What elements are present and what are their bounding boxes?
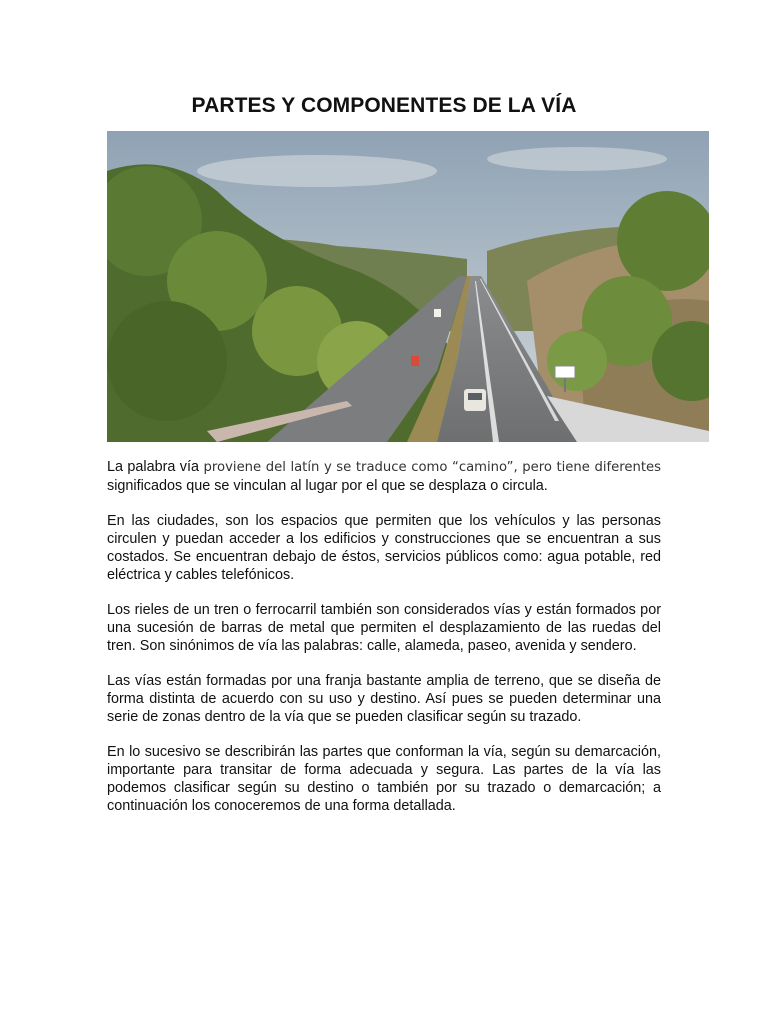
paragraph-5: En lo sucesivo se describirán las partes que conforman la vía, según su demarcación, importante para transitar de forma adecuada y segura. Las partes de la vía las podemos clasificar según su destino o también por su trazado o demarcación; a continuación los conoceremos de una forma detallada. bbox=[107, 744, 661, 814]
body-text bbox=[107, 458, 661, 832]
paragraph-3: Los rieles de un tren o ferrocarril también son considerados vías y están formados por una sucesión de barras de metal que permiten el desplazamiento de las ruedas del tren. Son sinónimos de vía las palabras: calle, alameda, paseo, avenida y sendero. bbox=[107, 602, 661, 654]
paragraph-1-tail: significados que se vinculan al lugar por el que se desplaza o circula. bbox=[107, 478, 548, 494]
paragraph-1 bbox=[107, 458, 661, 495]
page-title: PARTES Y COMPONENTES DE LA VÍA bbox=[191, 94, 577, 117]
highway-photo bbox=[107, 131, 709, 442]
paragraph-2: En las ciudades, son los espacios que permiten que los vehículos y las personas circulen y puedan acceder a los edificios y construcciones que se encuentran a sus costados. Se encuentran debajo de éstos, servicios públicos como: agua potable, red eléctrica y cables telefónicos. bbox=[107, 513, 661, 583]
paragraph-1-lead: La palabra vía bbox=[107, 459, 199, 475]
paragraph-4: Las vías están formadas por una franja bastante amplia de terreno, que se diseña de forma distinta de acuerdo con su uso y destino. Así pues se pueden determinar una serie de zonas dentro de la vía que se pueden clasificar según su trazado. bbox=[107, 673, 661, 725]
paragraph-1-quoted: proviene del latín y se traduce como “camino”, pero tiene diferentes bbox=[198, 460, 661, 475]
